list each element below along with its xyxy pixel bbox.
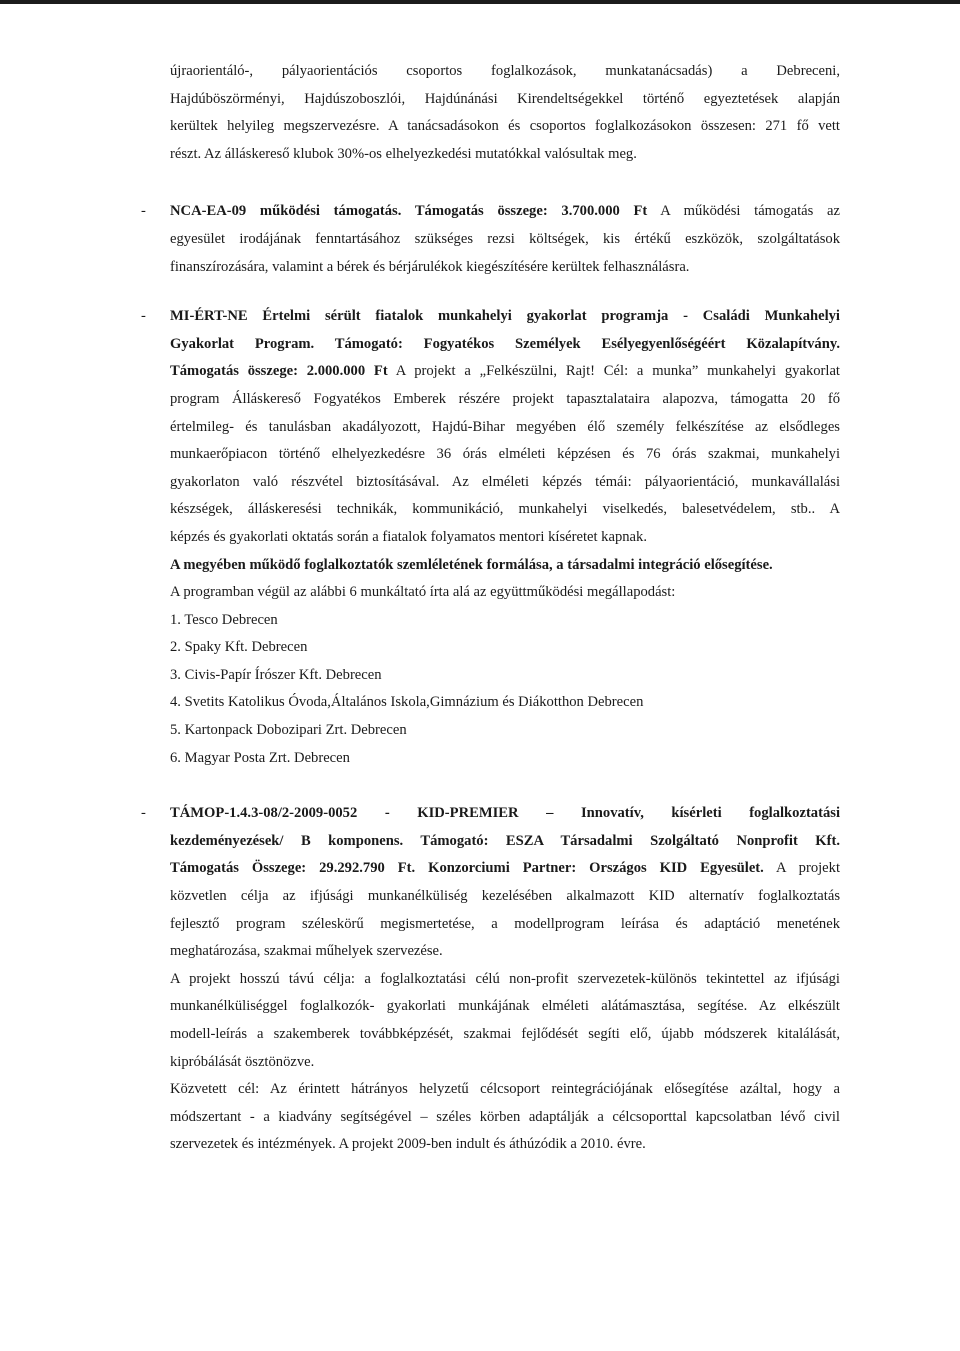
intro-line: Hajdúböszörményi, Hajdúszoboszlói, Hajdúnánási Kirendeltségekkel történő egyeztetések alapján [170,90,840,107]
page-top-border [0,0,960,4]
tamop-p2-line: A projekt hosszú távú célja: a foglalkoztatási célú non-profit szervezetek-különös tekintettel az ifjúsági [170,970,840,987]
mi-goal: A megyében működő foglalkoztatók szemléletének formálása, a társadalmi integráció elősegítése. [170,556,773,573]
tamop-line: fejlesztő program széleskörű megismertetése, a modellprogram leírása és adaptáció menetének [170,915,840,932]
tamop-section [141,800,841,1159]
tamop-p2-line: munkanélküliséggel foglalkozók- gyakorlati munkájának elméleti alátámasztása, segítése. Az elkészült [170,998,840,1015]
mi-amount: Támogatás összege: 2.000.000 Ft [170,363,388,380]
mi-line: értelmileg- és tanulásban akadályozott, Hajdú-Bihar megyében élő személy felkészítése az elsődleges [170,418,840,435]
tamop-heading-line: kezdeményezések/ B komponens. Támogató: ESZA Társadalmi Szolgáltató Nonprofit Kft. [170,832,840,849]
mi-ert-ne-section [141,303,840,772]
nca-line-1 [170,198,840,226]
employer-list-item: 3. Civis-Papír Írószer Kft. Debrecen [170,666,382,683]
nca-line: finanszírozására, valamint a bérek és bérjárulékok kiegészítésére kerültek felhasználásra. [170,258,690,275]
employer-list-item: 1. Tesco Debrecen [170,611,278,628]
mi-heading-line: MI-ÉRT-NE Értelmi sérült fiatalok munkahelyi gyakorlat programja - Családi Munkahelyi [170,308,840,325]
intro-line: újraorientáló-, pályaorientációs csoportos foglalkozások, munkatanácsadás) a Debreceni, [170,63,840,79]
list-dash: - [141,308,146,325]
mi-agreement: A programban végül az alábbi 6 munkáltató írta alá az együttműködési megállapodást: [170,584,676,601]
tamop-line: meghatározása, szakmai műhelyek szervezése. [170,943,443,960]
mi-heading-line: Gyakorlat Program. Támogató: Fogyatékos Személyek Esélyegyenlőségéért Közalapítvány. [170,335,840,352]
employer-list-item: 6. Magyar Posta Zrt. Debrecen [170,749,350,766]
tamop-heading-line: TÁMOP-1.4.3-08/2-2009-0052 - KID-PREMIER – Innovatív, kísérleti foglalkoztatási [170,805,840,822]
mi-text: A projekt a „Felkészülni, Rajt! Cél: a munka” munkahelyi gyakorlat [387,363,840,380]
tamop-p2-line: modell-leírás a szakemberek továbbképzését, szakmai fejlődését segíti elő, újabb módszerek kitalálását, [170,1026,840,1042]
mi-line: program Álláskereső Fogyatékos Emberek részére projekt tapasztalataira alapozva, támogatta 20 fő [170,390,840,407]
tamop-text: A projekt [763,860,841,877]
mi-line: gyakorlaton való részvétel biztosításával. Az elméleti képzés témái: pályaorientáció, munkavállalási [170,473,840,490]
tamop-p3-line: módszertant - a kiadvány segítségével – széles körben adaptálják a célcsoporttal kapcsolatban lévő civil [170,1108,840,1125]
mi-line: készségek, álláskeresési technikák, kommunikáció, munkahelyi viselkedés, balesetvédelem, stb.. A [170,501,840,518]
tamop-amount: Támogatás Összege: 29.292.790 Ft. Konzorciumi Partner: Országos KID Egyesület. [170,860,764,877]
document-page [141,58,841,1159]
nca-heading: NCA-EA-09 működési támogatás. Támogatás összege: 3.700.000 Ft [170,203,648,220]
employer-list-item: 4. Svetits Katolikus Óvoda,Általános Iskola,Gimnázium és Diákotthon Debrecen [170,694,644,711]
intro-line: kerültek helyileg megszervezésre. A tanácsadásokon és csoportos foglalkozásokon összesen: 271 fő vett [170,118,840,135]
tamop-p3-line: szervezetek és intézmények. A projekt 2009-ben indult és áthúzódik a 2010. évre. [170,1136,646,1153]
tamop-line: közvetlen célja az ifjúsági munkanélküliség kezelésében alkalmazott KID alternatív foglalkoztatás [170,888,840,905]
employer-list-item: 2. Spaky Kft. Debrecen [170,639,308,656]
tamop-p2-line: kipróbálását ösztönözve. [170,1053,315,1070]
mi-line: képzés és gyakorlati oktatás során a fiatalok folyamatos mentori kíséretet kapnak. [170,528,647,545]
nca-text: A működési támogatás az [647,203,840,220]
tamop-p3-line: Közvetett cél: Az érintett hátrányos helyzetű célcsoport reintegrációjának elősegítése azáltal, hogy a [170,1081,840,1098]
mi-line-3 [170,358,840,386]
list-dash: - [141,203,146,220]
intro-line: részt. Az álláskereső klubok 30%-os elhelyezkedési mutatókkal valósultak meg. [170,145,637,162]
list-dash: - [141,805,146,822]
tamop-line-3 [170,855,840,883]
nca-line: egyesület irodájának fenntartásához szükséges rezsi költségek, kis értékű eszközök, szolgáltatások [170,230,840,247]
nca-section [141,198,840,281]
employer-list-item: 5. Kartonpack Dobozipari Zrt. Debrecen [170,722,407,739]
mi-line: munkaerőpiacon történő elhelyezkedésre 36 órás elméleti képzésen és 76 órás szakmai, munkahelyi [170,446,840,463]
intro-paragraph [170,58,840,168]
